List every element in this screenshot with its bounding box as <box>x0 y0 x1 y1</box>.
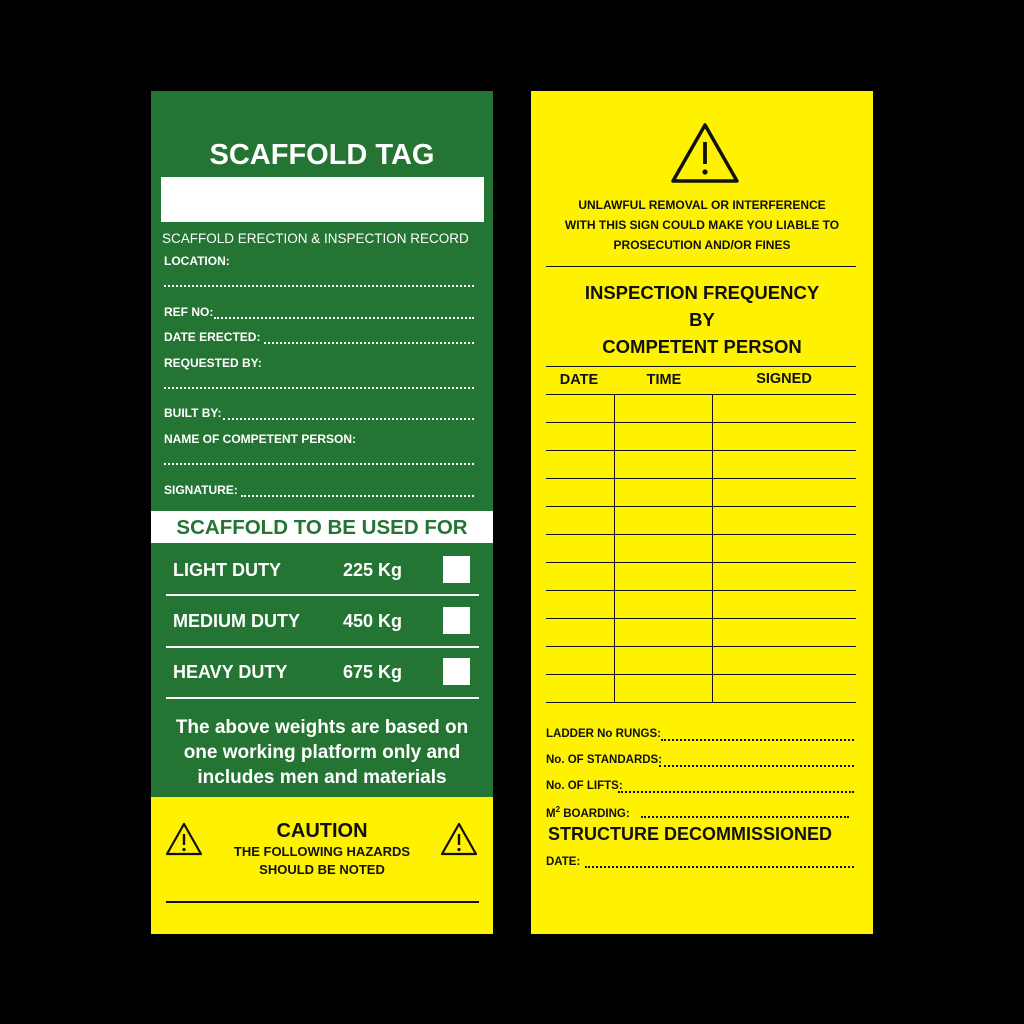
light-duty-checkbox[interactable] <box>443 556 470 583</box>
record-subtitle: SCAFFOLD ERECTION & INSPECTION RECORD <box>162 231 469 246</box>
ref-no-label: REF NO: <box>164 305 214 319</box>
heavy-duty-load: 675 Kg <box>343 662 403 682</box>
warning-line: PROSECUTION AND/OR FINES <box>613 238 791 252</box>
title-write-in-box[interactable] <box>161 177 484 222</box>
duty-divider <box>166 646 479 648</box>
note-line: The above weights are based on <box>175 717 469 738</box>
signed-column-header: SIGNED <box>756 371 812 387</box>
heavy-duty-label: HEAVY DUTY <box>173 662 288 682</box>
lifts-label: No. OF LIFTS: <box>546 780 623 792</box>
heavy-duty-checkbox[interactable] <box>443 658 470 685</box>
medium-duty-checkbox[interactable] <box>443 607 470 634</box>
time-column-header: TIME <box>646 372 682 388</box>
location-line[interactable] <box>164 285 474 287</box>
medium-duty-label: MEDIUM DUTY <box>173 611 300 631</box>
built-by-label: BUILT BY: <box>164 406 222 420</box>
boarding-text: BOARDING: <box>560 807 630 820</box>
tag-title: SCAFFOLD TAG <box>209 139 435 171</box>
duty-divider <box>166 594 479 596</box>
boarding-label <box>546 805 630 820</box>
table-row-line <box>546 562 856 563</box>
standards-line[interactable] <box>659 765 854 767</box>
warning-line: WITH THIS SIGN COULD MAKE YOU LIABLE TO <box>564 218 840 232</box>
frequency-line: INSPECTION FREQUENCY <box>584 282 820 303</box>
date-column-header: DATE <box>559 372 599 388</box>
caution-subtitle <box>151 843 493 879</box>
date-erected-label: DATE ERECTED: <box>164 330 261 344</box>
note-line: one working platform only and <box>183 742 461 763</box>
table-row-line <box>546 534 856 535</box>
ladder-rungs-line[interactable] <box>661 739 854 741</box>
competent-person-line[interactable] <box>164 463 474 465</box>
table-row-line <box>546 590 856 591</box>
boarding-line[interactable] <box>641 816 849 818</box>
hazards-write-line[interactable] <box>166 901 479 903</box>
table-row-line <box>546 506 856 507</box>
ladder-rungs-label: LADDER No RUNGS: <box>546 728 661 740</box>
date-erected-line[interactable] <box>264 342 474 344</box>
light-duty-load: 225 Kg <box>343 560 403 580</box>
light-duty-label: LIGHT DUTY <box>173 560 281 580</box>
scaffold-tag-front <box>151 91 493 934</box>
table-column-line <box>614 394 615 702</box>
ref-no-line[interactable] <box>214 317 474 319</box>
standards-label: No. OF STANDARDS: <box>546 754 663 766</box>
usage-band-text: SCAFFOLD TO BE USED FOR <box>176 516 468 539</box>
table-row-line <box>546 618 856 619</box>
built-by-line[interactable] <box>223 418 474 420</box>
table-row-line <box>546 478 856 479</box>
note-line: includes men and materials <box>197 767 447 788</box>
table-row-line <box>546 702 856 703</box>
table-row-line <box>546 422 856 423</box>
scaffold-tag-back <box>531 91 873 934</box>
frequency-line: BY <box>689 309 715 330</box>
decommission-date-line[interactable] <box>585 866 854 868</box>
structure-decommissioned-heading: STRUCTURE DECOMMISSIONED <box>548 824 833 844</box>
requested-by-line[interactable] <box>164 387 474 389</box>
caution-title: CAUTION <box>276 820 368 842</box>
signature-label: SIGNATURE: <box>164 483 238 497</box>
location-label: LOCATION: <box>164 254 230 268</box>
weights-note <box>151 715 493 790</box>
lifts-line[interactable] <box>618 791 854 793</box>
competent-person-label: NAME OF COMPETENT PERSON: <box>164 432 357 446</box>
duty-divider <box>166 697 479 699</box>
caution-line-text: THE FOLLOWING HAZARDS <box>233 844 411 859</box>
table-row-line <box>546 646 856 647</box>
caution-line-text: SHOULD BE NOTED <box>259 862 385 877</box>
requested-by-label: REQUESTED BY: <box>164 356 262 370</box>
decommission-date-label: DATE: <box>546 856 581 868</box>
medium-duty-load: 450 Kg <box>343 611 403 631</box>
boarding-unit: M <box>546 807 556 820</box>
table-row-line <box>546 674 856 675</box>
table-row-line <box>546 450 856 451</box>
boarding-unit-exponent: 2 <box>555 805 561 814</box>
frequency-line: COMPETENT PERSON <box>602 336 802 357</box>
warning-line: UNLAWFUL REMOVAL OR INTERFERENCE <box>578 198 826 212</box>
signature-line[interactable] <box>241 495 474 497</box>
table-column-line <box>712 394 713 702</box>
